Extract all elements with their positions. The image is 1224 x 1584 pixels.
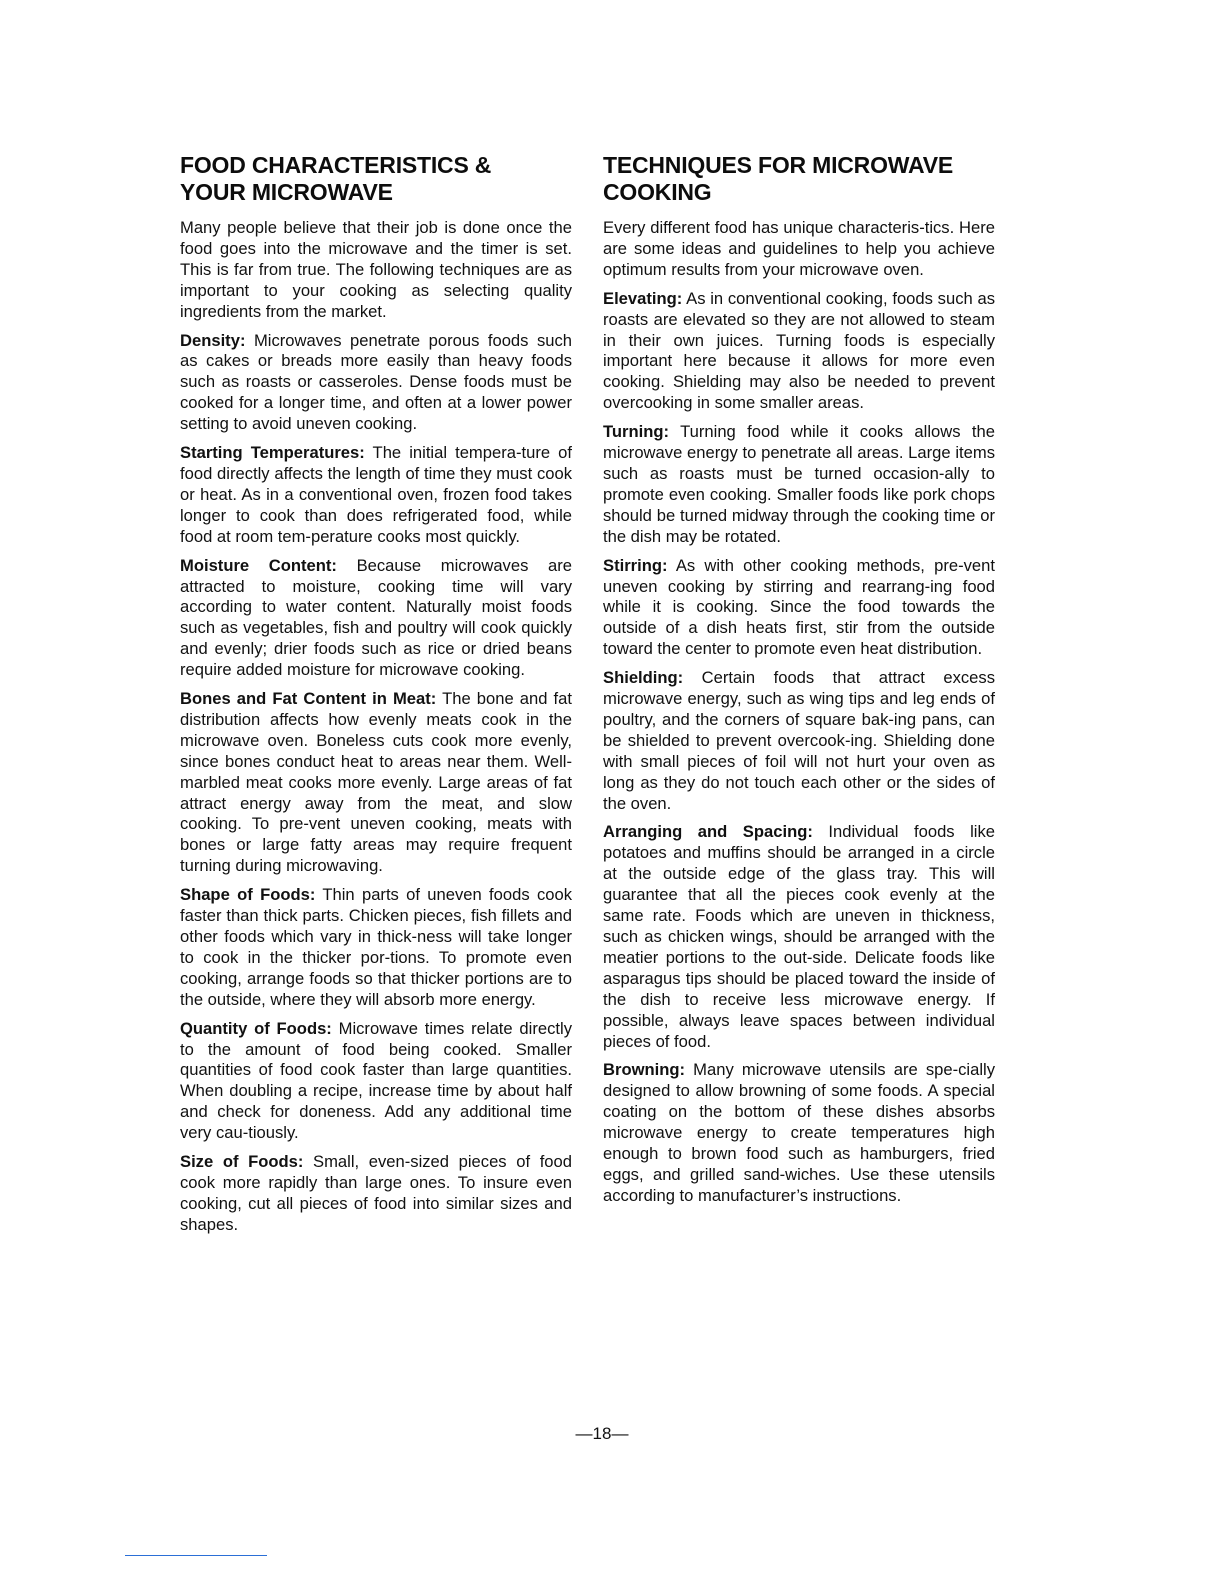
- section-text: Microwaves penetrate porous foods such as cakes or breads more easily than heavy foods such as roasts or casseroles. Dense foods must be cooked for a longer time, and often at a lower power setting to avoid uneven cooking.: [180, 330, 572, 434]
- section-text: Turning food while it cooks allows the microwave energy to penetrate all areas. Large items such as roasts must be turned occasion-ally to promote even cooking. Smaller foods like pork chops should be turned midway through the cooking time or the dish may be rotated.: [603, 422, 995, 546]
- footer-rule: [125, 1555, 267, 1556]
- left-heading-line1: FOOD CHARACTERISTICS &: [180, 152, 492, 178]
- section-term: Shielding:: [603, 668, 684, 688]
- section-text: As with other cooking methods, pre-vent uneven cooking by stirring and rearrang-ing food while it is cooking. Since the food towards the outside of a dish heats first, stir from the outside toward the center to promote even heat distribution.: [603, 555, 995, 659]
- section-term: Quantity of Foods:: [180, 1018, 332, 1038]
- section-term: Browning:: [603, 1060, 686, 1080]
- section-text: The bone and fat distribution affects how evenly meats cook in the microwave oven. Boneless cuts cook more evenly, since bones conduct heat to areas near them. Well-marbled meat cooks more evenly. Large areas of fat attract energy away from the meat, and slow cooking. To pre-vent uneven cooking, meats with bones or large fatty areas may require frequent turning during microwaving.: [180, 689, 572, 876]
- section-text: Microwave times relate directly to the amount of food being cooked. Smaller quantities of food cook faster than large quantities. When doubling a recipe, increase time by about half and check for doneness. Add any additional time very cau-tiously.: [180, 1018, 572, 1143]
- left-heading: [180, 152, 572, 206]
- section-arranging-and-spacing: [603, 822, 995, 1052]
- section-term: Arranging and Spacing:: [603, 822, 813, 842]
- section-term: Starting Temperatures:: [180, 443, 365, 463]
- section-text: Because microwaves are attracted to moisture, cooking time will vary according to water content. Naturally moist foods such as vegetables, fish and poultry will cook quickly and evenly; drier foods such as rice or dried beans require added moisture for microwave cooking.: [180, 555, 572, 680]
- section-browning: [603, 1060, 995, 1206]
- right-intro: Every different food has unique characteris-tics. Here are some ideas and guidelines to help you achieve optimum results from your microwave oven.: [603, 218, 995, 279]
- section-text: Small, even-sized pieces of food cook more rapidly than large ones. To insure even cooking, cut all pieces of food into similar sizes and shapes.: [180, 1152, 572, 1234]
- section-text: The initial tempera-ture of food directly affects the length of time they must cook or heat. As in a conventional oven, frozen food takes longer to cook than does refrigerated food, while food at room tem-perature cooks most quickly.: [180, 443, 572, 546]
- section-term: Density:: [180, 330, 246, 350]
- section-starting-temperatures: [180, 443, 572, 548]
- section-density: [180, 331, 572, 436]
- section-term: Elevating:: [603, 288, 683, 308]
- section-text: Certain foods that attract excess microwave energy, such as wing tips and leg ends of poultry, and the corners of square bak-ing pans, can be shielded to prevent overcook-ing. Shielding done with small pieces of foil will not hurt your oven as long as they do not touch each other or the sides of the oven.: [603, 668, 995, 813]
- section-size-of-foods: [180, 1152, 572, 1236]
- section-term: Shape of Foods:: [180, 885, 316, 905]
- right-heading: [603, 152, 995, 206]
- section-term: Moisture Content:: [180, 555, 337, 575]
- section-term: Stirring:: [603, 555, 668, 575]
- section-text: Individual foods like potatoes and muffins should be arranged in a circle at the outside edge of the glass tray. This will guarantee that all the pieces cook evenly at the same rate. Foods which are uneven in thickness, such as chicken wings, should be arranged with the meatier portions to the out-side. Delicate foods like asparagus tips should be placed toward the inside of the dish to receive less microwave energy. If possible, always leave spaces between individual pieces of food.: [603, 822, 995, 1051]
- section-term: Size of Foods:: [180, 1152, 304, 1172]
- section-text: Thin parts of uneven foods cook faster than thick parts. Chicken pieces, fish fillets and other foods which vary in thick-ness will take longer to cook in the thicker por-tions. To promote even cooking, arrange foods so that thicker portions are to the outside, where they will absorb more energy.: [180, 885, 572, 1009]
- section-turning: [603, 422, 995, 547]
- section-shape-of-foods: [180, 885, 572, 1010]
- right-heading-line2: COOKING: [603, 179, 712, 205]
- left-column: [180, 152, 572, 1244]
- section-quantity-of-foods: [180, 1019, 572, 1144]
- section-term: Turning:: [603, 422, 670, 442]
- section-text: Many microwave utensils are spe-cially designed to allow browning of some foods. A special coating on the bottom of these dishes absorbs microwave energy to create temperatures high enough to brown food such as hamburgers, fried eggs, and grilled sand-wiches. Use these utensils according to manufacturer’s instructions.: [603, 1060, 995, 1205]
- section-stirring: [603, 556, 995, 661]
- section-shielding: [603, 668, 995, 814]
- section-moisture-content: [180, 556, 572, 681]
- left-intro: Many people believe that their job is done once the food goes into the microwave and the timer is set. This is far from true. The following techniques are as important to your cooking as selecting quality ingredients from the market.: [180, 218, 572, 321]
- section-term: Bones and Fat Content in Meat:: [180, 689, 437, 709]
- page-number: —18—: [575, 1424, 629, 1443]
- section-bones-and-fat: [180, 689, 572, 877]
- section-text: As in conventional cooking, foods such as roasts are elevated so they are not allowed to steam in their own juices. Turning foods is especially important here because it allows for more even cooking. Shielding may also be needed to prevent overcooking in some smaller areas.: [603, 288, 995, 413]
- left-heading-line2: YOUR MICROWAVE: [180, 179, 393, 205]
- right-heading-line1: TECHNIQUES FOR MICROWAVE: [603, 152, 954, 178]
- right-column: [603, 152, 995, 1215]
- section-elevating: [603, 289, 995, 414]
